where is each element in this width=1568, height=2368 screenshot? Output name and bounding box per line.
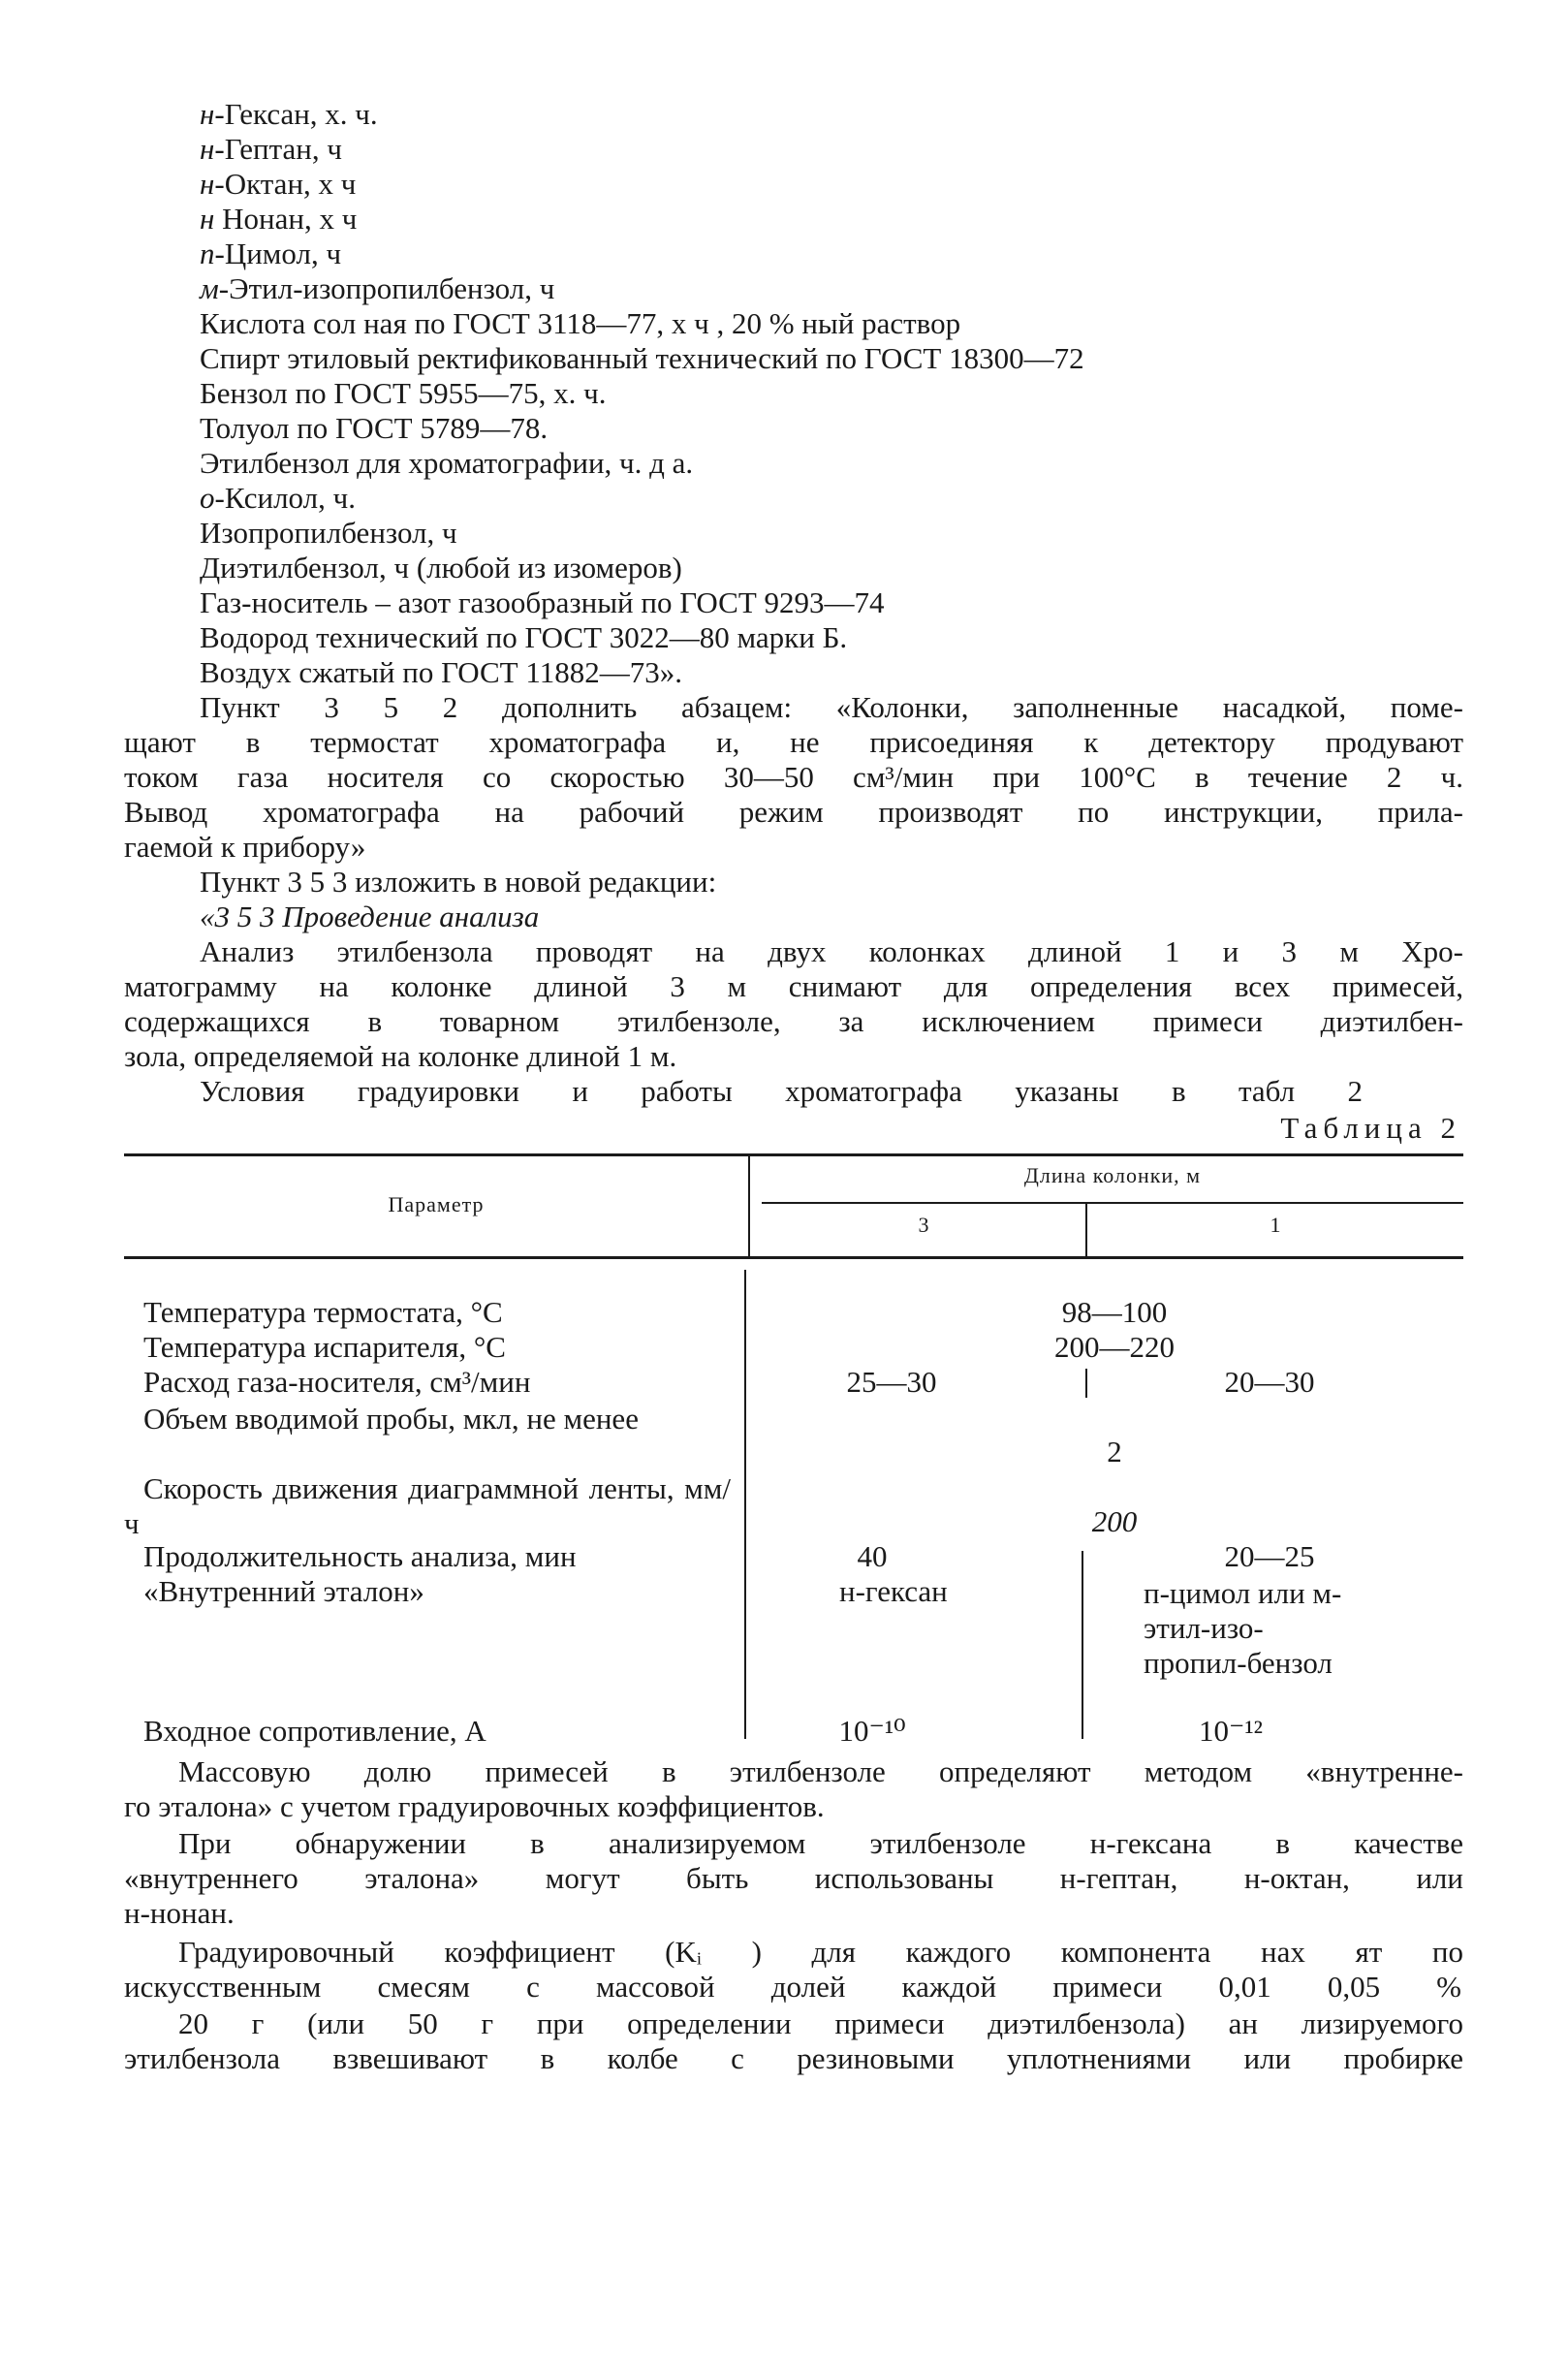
text-line: матограмму на колонке длиной 3 м снимают для определения всех примесей,: [124, 969, 1463, 1003]
table-cell-col3: 10⁻¹⁰: [838, 1714, 906, 1748]
table-row-param: «Внутренний эталон»: [143, 1574, 424, 1608]
text-line: Градуировочный коэффициент (Kᵢ ) для каждого компонента нах ят по: [178, 1935, 1463, 1969]
table-row-param: Входное сопротивление, А: [143, 1714, 486, 1748]
reagent-item: о-Ксилол, ч.: [200, 481, 356, 515]
paragraph-353: Пункт 3 5 3 изложить в новой редакции:: [200, 865, 717, 899]
reagent-item: Спирт этиловый ректификованный технический по ГОСТ 18300—72: [200, 341, 1084, 375]
reagent-item: Бензол по ГОСТ 5955—75, х. ч.: [200, 376, 607, 410]
table-row-param: Объем вводимой пробы, мкл, не менее: [143, 1402, 639, 1436]
table-cell-merged: 200: [1091, 1504, 1138, 1538]
table-cell-divider: [1082, 1551, 1083, 1739]
table-header-col3: 3: [918, 1213, 929, 1237]
text-line: зола, определяемой на колонке длиной 1 м.: [124, 1039, 677, 1073]
table-cell-col1: 20—25: [1224, 1539, 1315, 1573]
reagent-item: Водород технический по ГОСТ 3022—80 марки Б.: [200, 620, 848, 654]
table-row-param: Скорость движения диаграммной ленты, мм/ч: [124, 1471, 731, 1540]
text-line: Вывод хроматографа на рабочий режим производят по инструкции, прила-: [124, 795, 1463, 829]
text-line: «внутреннего эталона» могут быть использованы н-гептан, н-октан, или: [124, 1861, 1463, 1895]
table-header-col1: 1: [1270, 1213, 1281, 1237]
table-row-param: Расход газа-носителя, см³/мин: [143, 1365, 531, 1399]
table-subheader-rule: [762, 1202, 1463, 1204]
reagent-item: н-Гексан, х. ч.: [200, 97, 378, 131]
table-cell-col1: 10⁻¹²: [1199, 1714, 1263, 1748]
table-header-param: Параметр: [388, 1192, 485, 1216]
table-cell-col1: 20—30: [1224, 1365, 1315, 1399]
reagent-item: Газ-носитель – азот газообразный по ГОСТ 9293—74: [200, 585, 885, 619]
table-header-rule: [124, 1256, 1463, 1259]
text-line: Пункт 3 5 2 дополнить абзацем: «Колонки, заполненные насадкой, поме-: [200, 690, 1463, 724]
table-cell-merged: 98—100: [1061, 1295, 1168, 1329]
table-row-param: Продолжительность анализа, мин: [143, 1539, 577, 1573]
reagent-item: Воздух сжатый по ГОСТ 11882—73».: [200, 655, 682, 689]
reagent-item: н-Гептан, ч: [200, 132, 342, 166]
reagent-item: н Нонан, х ч: [200, 202, 358, 236]
table-cell-merged: 2: [1107, 1435, 1122, 1468]
reagent-item: Диэтилбензол, ч (любой из изомеров): [200, 551, 682, 584]
text-line: н-нонан.: [124, 1896, 235, 1930]
table-cell-col3: н-гексан: [839, 1574, 948, 1608]
table-header-divider: [748, 1156, 750, 1256]
reagent-item: Этилбензол для хроматографии, ч. д а.: [200, 446, 694, 480]
table-row-param: Температура термостата, °С: [143, 1295, 503, 1329]
reagent-item: Толуол по ГОСТ 5789—78.: [200, 411, 549, 445]
section-title: «3 5 3 Проведение анализа: [200, 900, 540, 933]
paragraph-conditions: Условия градуировки и работы хроматографа указаны в табл 2: [200, 1074, 1363, 1108]
reagent-item: п-Цимол, ч: [200, 237, 342, 270]
text-line: го эталона» с учетом градуировочных коэффициентов.: [124, 1789, 825, 1823]
text-line: гаемой к прибору»: [124, 830, 366, 864]
text-line: щают в термостат хроматографа и, не присоединяя к детектору продувают: [124, 725, 1463, 759]
text-line: Массовую долю примесей в этилбензоле определяют методом «внутренне-: [178, 1754, 1463, 1788]
reagent-item: Изопропилбензол, ч: [200, 516, 457, 550]
table-cell-col3: 25—30: [846, 1365, 937, 1399]
table-header-length: Длина колонки, м: [1023, 1163, 1202, 1187]
table-cell-col1: п-цимол или м-этил-изо-пропил-бензол: [1144, 1576, 1342, 1680]
text-line: Анализ этилбензола проводят на двух колонках длиной 1 и 3 м Хро-: [200, 934, 1463, 968]
table-cell-merged: 200—220: [1054, 1330, 1175, 1364]
reagent-item: Кислота сол ная по ГОСТ 3118—77, х ч , 20 % ный раствор: [200, 306, 961, 340]
text-line: содержащихся в товарном этилбензоле, за исключением примеси диэтилбен-: [124, 1004, 1463, 1038]
text-line: 20 г (или 50 г при определении примеси диэтилбензола) ан лизируемого: [178, 2006, 1463, 2040]
table-cell-divider: [1085, 1369, 1087, 1398]
table-top-rule: [124, 1153, 1463, 1156]
text-line: искусственным смесям с массовой долей каждой примеси 0,01 0,05 %: [124, 1970, 1461, 2004]
table-row-param: Температура испарителя, °С: [143, 1330, 506, 1364]
text-line: этилбензола взвешивают в колбе с резиновыми уплотнениями или пробирке: [124, 2041, 1463, 2075]
reagent-item: н-Октан, х ч: [200, 167, 357, 201]
text-line: током газа носителя со скоростью 30—50 см³/мин при 100°С в течение 2 ч.: [124, 760, 1463, 794]
table-cell-col3: 40: [857, 1539, 888, 1573]
table-label: Таблица 2: [1280, 1111, 1461, 1145]
text-line: При обнаружении в анализируемом этилбензоле н-гексана в качестве: [178, 1826, 1463, 1860]
reagent-item: м-Этил-изопропилбензол, ч: [200, 271, 555, 305]
table-body-divider: [744, 1270, 746, 1739]
